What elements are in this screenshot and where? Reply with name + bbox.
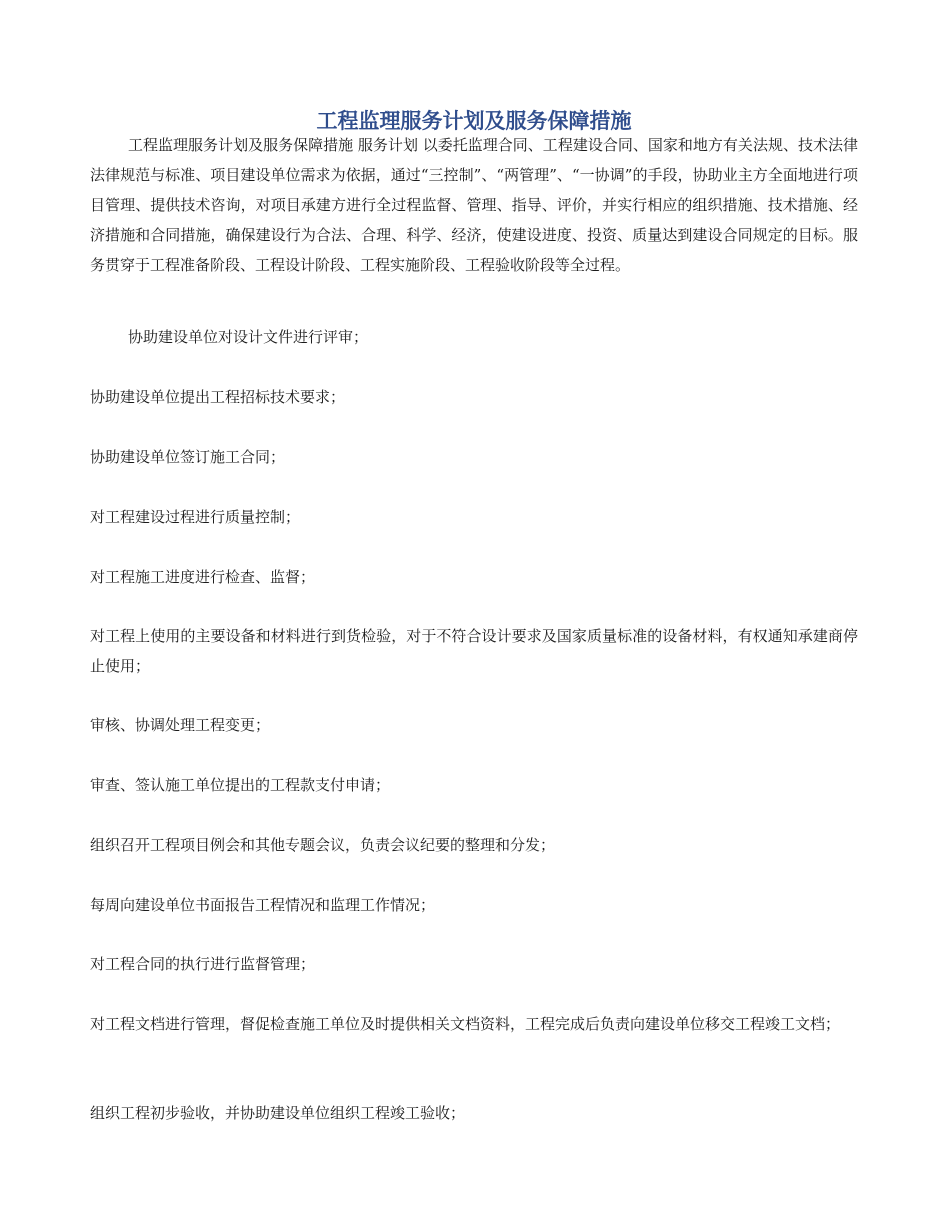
list-item: 协助建设单位提出工程招标技术要求； — [90, 388, 346, 406]
list-item: 组织召开工程项目例会和其他专题会议，负责会议纪要的整理和分发； — [90, 836, 556, 854]
list-item: 审查、签认施工单位提出的工程款支付申请； — [90, 776, 391, 794]
intro-paragraph: 工程监理服务计划及服务保障措施 服务计划 以委托监理合同、工程建设合同、国家和地方有关法规、技术法律法律规范与标准、项目建设单位需求为依据，通过“三控制”、“两管理”、“一协调”的手段，协助业主方全面地进行项目管理、提供技术咨询，对项目承建方进行全过程监督、管理、指导、评价，并实行相应的组织措施、技术措施、经济措施和合同措施，确保建设行为合法、合理、科学、经济，使建设进度、投资、质量达到建设合同规定的目标。服务贯穿于工程准备阶段、工程设计阶段、工程实施阶段、工程验收阶段等全过程。 — [90, 136, 858, 274]
list-item: 协助建设单位签订施工合同； — [90, 448, 286, 466]
list-item: 对工程文档进行管理，督促检查施工单位及时提供相关文档资料，工程完成后负责向建设单位移交工程竣工文档； — [90, 1015, 841, 1033]
list-item: 对工程上使用的主要设备和材料进行到货检验，对于不符合设计要求及国家质量标准的设备材料，有权通知承建商停止使用； — [90, 627, 858, 675]
list-item: 每周向建设单位书面报告工程情况和监理工作情况； — [90, 896, 436, 914]
document-title: 工程监理服务计划及服务保障措施 — [316, 109, 632, 133]
list-item: 对工程建设过程进行质量控制； — [90, 508, 301, 526]
list-item: 协助建设单位对设计文件进行评审； — [128, 328, 369, 346]
list-item: 审核、协调处理工程变更； — [90, 716, 271, 734]
list-item: 对工程合同的执行进行监督管理； — [90, 955, 316, 973]
list-item: 对工程施工进度进行检查、监督； — [90, 568, 316, 586]
list-item: 组织工程初步验收，并协助建设单位组织工程竣工验收； — [90, 1104, 466, 1122]
